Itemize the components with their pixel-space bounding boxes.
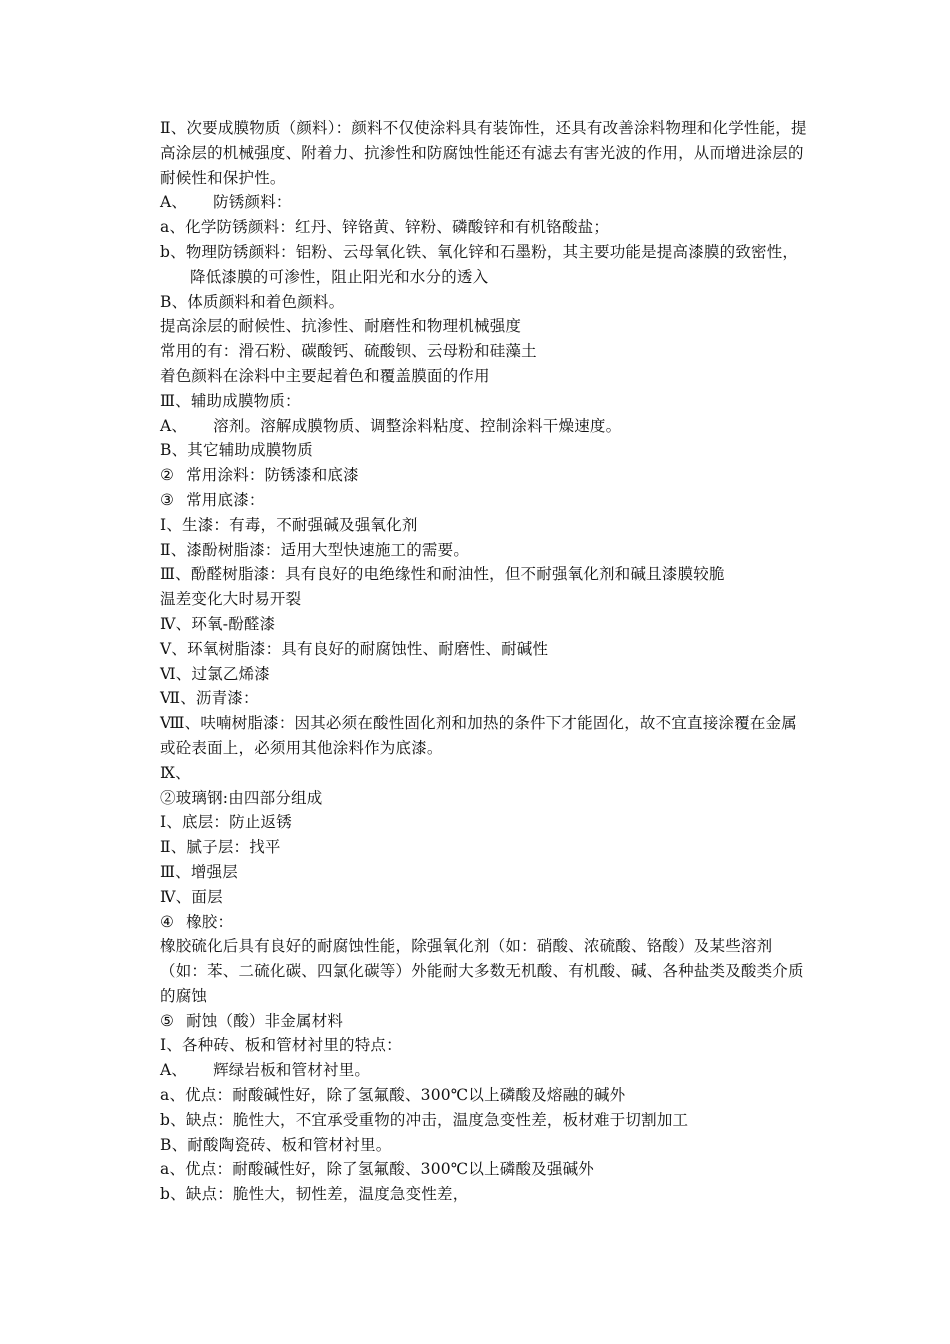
text-line: 常用的有：滑石粉、碳酸钙、硫酸钡、云母粉和硅藻土 [160, 342, 537, 361]
list-item-raw-lacquer: Ⅰ、生漆：有毒，不耐强碱及强氧化剂 [160, 515, 418, 534]
heading-extender-and-color-pigment: B、体质颜料和着色颜料。 [160, 292, 345, 311]
heading-nonmetallic-materials: ⑤ 耐蚀（酸）非金属材料 [160, 1011, 344, 1030]
list-item-advantage: a、优点：耐酸碱性好，除了氢氟酸、300℃以上磷酸及强碱外 [160, 1160, 594, 1179]
heading-common-primers: ③ 常用底漆： [160, 490, 265, 509]
list-item-disadvantage: b、缺点：脆性大，韧性差，温度急变性差， [160, 1185, 469, 1204]
list-item-asphalt: Ⅶ、沥青漆： [160, 689, 259, 708]
list-item-furan-resin: Ⅷ、呋喃树脂漆：因其必须在酸性固化剂和加热的条件下才能固化，故不宜直接涂覆在金属或砼表面上，必须用其他涂料作为底漆。 [160, 714, 797, 757]
list-item-reinforcement-layer: Ⅲ、增强层 [160, 862, 238, 881]
text-line: 着色颜料在涂料中主要起着色和覆盖膜面的作用 [160, 366, 490, 385]
heading-auxiliary-film-substance: Ⅲ、辅助成膜物质： [160, 391, 301, 410]
list-item-acid-resistant-ceramic: B、耐酸陶瓷砖、板和管材衬里。 [160, 1135, 392, 1154]
list-item-disadvantage: b、缺点：脆性大，不宜承受重物的冲击，温度急变性差，板材难于切割加工 [160, 1110, 689, 1129]
text-line: 温差变化大时易开裂 [160, 590, 302, 609]
list-item-diabase-lining: A、 辉绿岩板和管材衬里。 [160, 1061, 371, 1080]
list-item-putty-layer: Ⅱ、腻子层：找平 [160, 838, 281, 857]
list-item-advantage: a、优点：耐酸碱性好，除了氢氟酸、300℃以上磷酸及熔融的碱外 [160, 1086, 626, 1105]
list-item-epoxy-phenolic: Ⅳ、环氧-酚醛漆 [160, 614, 276, 633]
paragraph-secondary-film-substance: Ⅱ、次要成膜物质（颜料）：颜料不仅使涂料具有装饰性，还具有改善涂料物理和化学性能，提高涂层的机械强度、附着力、抗渗性和防腐蚀性能还有滤去有害光波的作用，从而增进涂层的耐候性和保护性。 [160, 119, 807, 187]
heading-rubber: ④ 橡胶： [160, 912, 234, 931]
heading-lining-features: Ⅰ、各种砖、板和管材衬里的特点： [160, 1036, 402, 1055]
list-item-ix: Ⅸ、 [160, 763, 191, 782]
list-item-chemical-anti-rust: a、化学防锈颜料：红丹、锌铬黄、锌粉、磷酸锌和有机铬酸盐； [160, 218, 610, 237]
text-line: 提高涂层的耐候性、抗渗性、耐磨性和物理机械强度 [160, 317, 522, 336]
list-item-urushiol-resin: Ⅱ、漆酚树脂漆：适用大型快速施工的需要。 [160, 540, 470, 559]
list-item-surface-layer: Ⅳ、面层 [160, 887, 223, 906]
list-item-epoxy-resin: Ⅴ、环氧树脂漆：具有良好的耐腐蚀性、耐磨性、耐碱性 [160, 639, 549, 658]
list-item-perchlorovinyl: Ⅵ、过氯乙烯漆 [160, 664, 270, 683]
heading-fiberglass: ②玻璃钢:由四部分组成 [160, 788, 323, 807]
list-item-physical-anti-rust: b、物理防锈颜料：铝粉、云母氧化铁、氧化锌和石墨粉，其主要功能是提高漆膜的致密性，降低漆膜的可渗性，阻止阳光和水分的透入 [160, 242, 799, 286]
heading-anti-rust-pigment: A、 防锈颜料： [160, 193, 292, 212]
list-item-other-auxiliary: B、其它辅助成膜物质 [160, 441, 313, 460]
heading-common-coatings: ② 常用涂料：防锈漆和底漆 [160, 466, 359, 485]
list-item-solvent: A、 溶剂。溶解成膜物质、调整涂料粘度、控制涂料干燥速度。 [160, 416, 622, 435]
list-item-phenolic-resin: Ⅲ、酚醛树脂漆：具有良好的电绝缘性和耐油性，但不耐强氧化剂和碱且漆膜较脆 [160, 565, 725, 584]
paragraph-rubber: 橡胶硫化后具有良好的耐腐蚀性能，除强氧化剂（如：硝酸、浓硫酸、铬酸）及某些溶剂（如：苯、二硫化碳、四氯化碳等）外能耐大多数无机酸、有机酸、碱、各种盐类及酸类介质的腐蚀 [160, 937, 804, 1005]
document-body [160, 116, 810, 1207]
list-item-base-layer: Ⅰ、底层：防止返锈 [160, 813, 292, 832]
